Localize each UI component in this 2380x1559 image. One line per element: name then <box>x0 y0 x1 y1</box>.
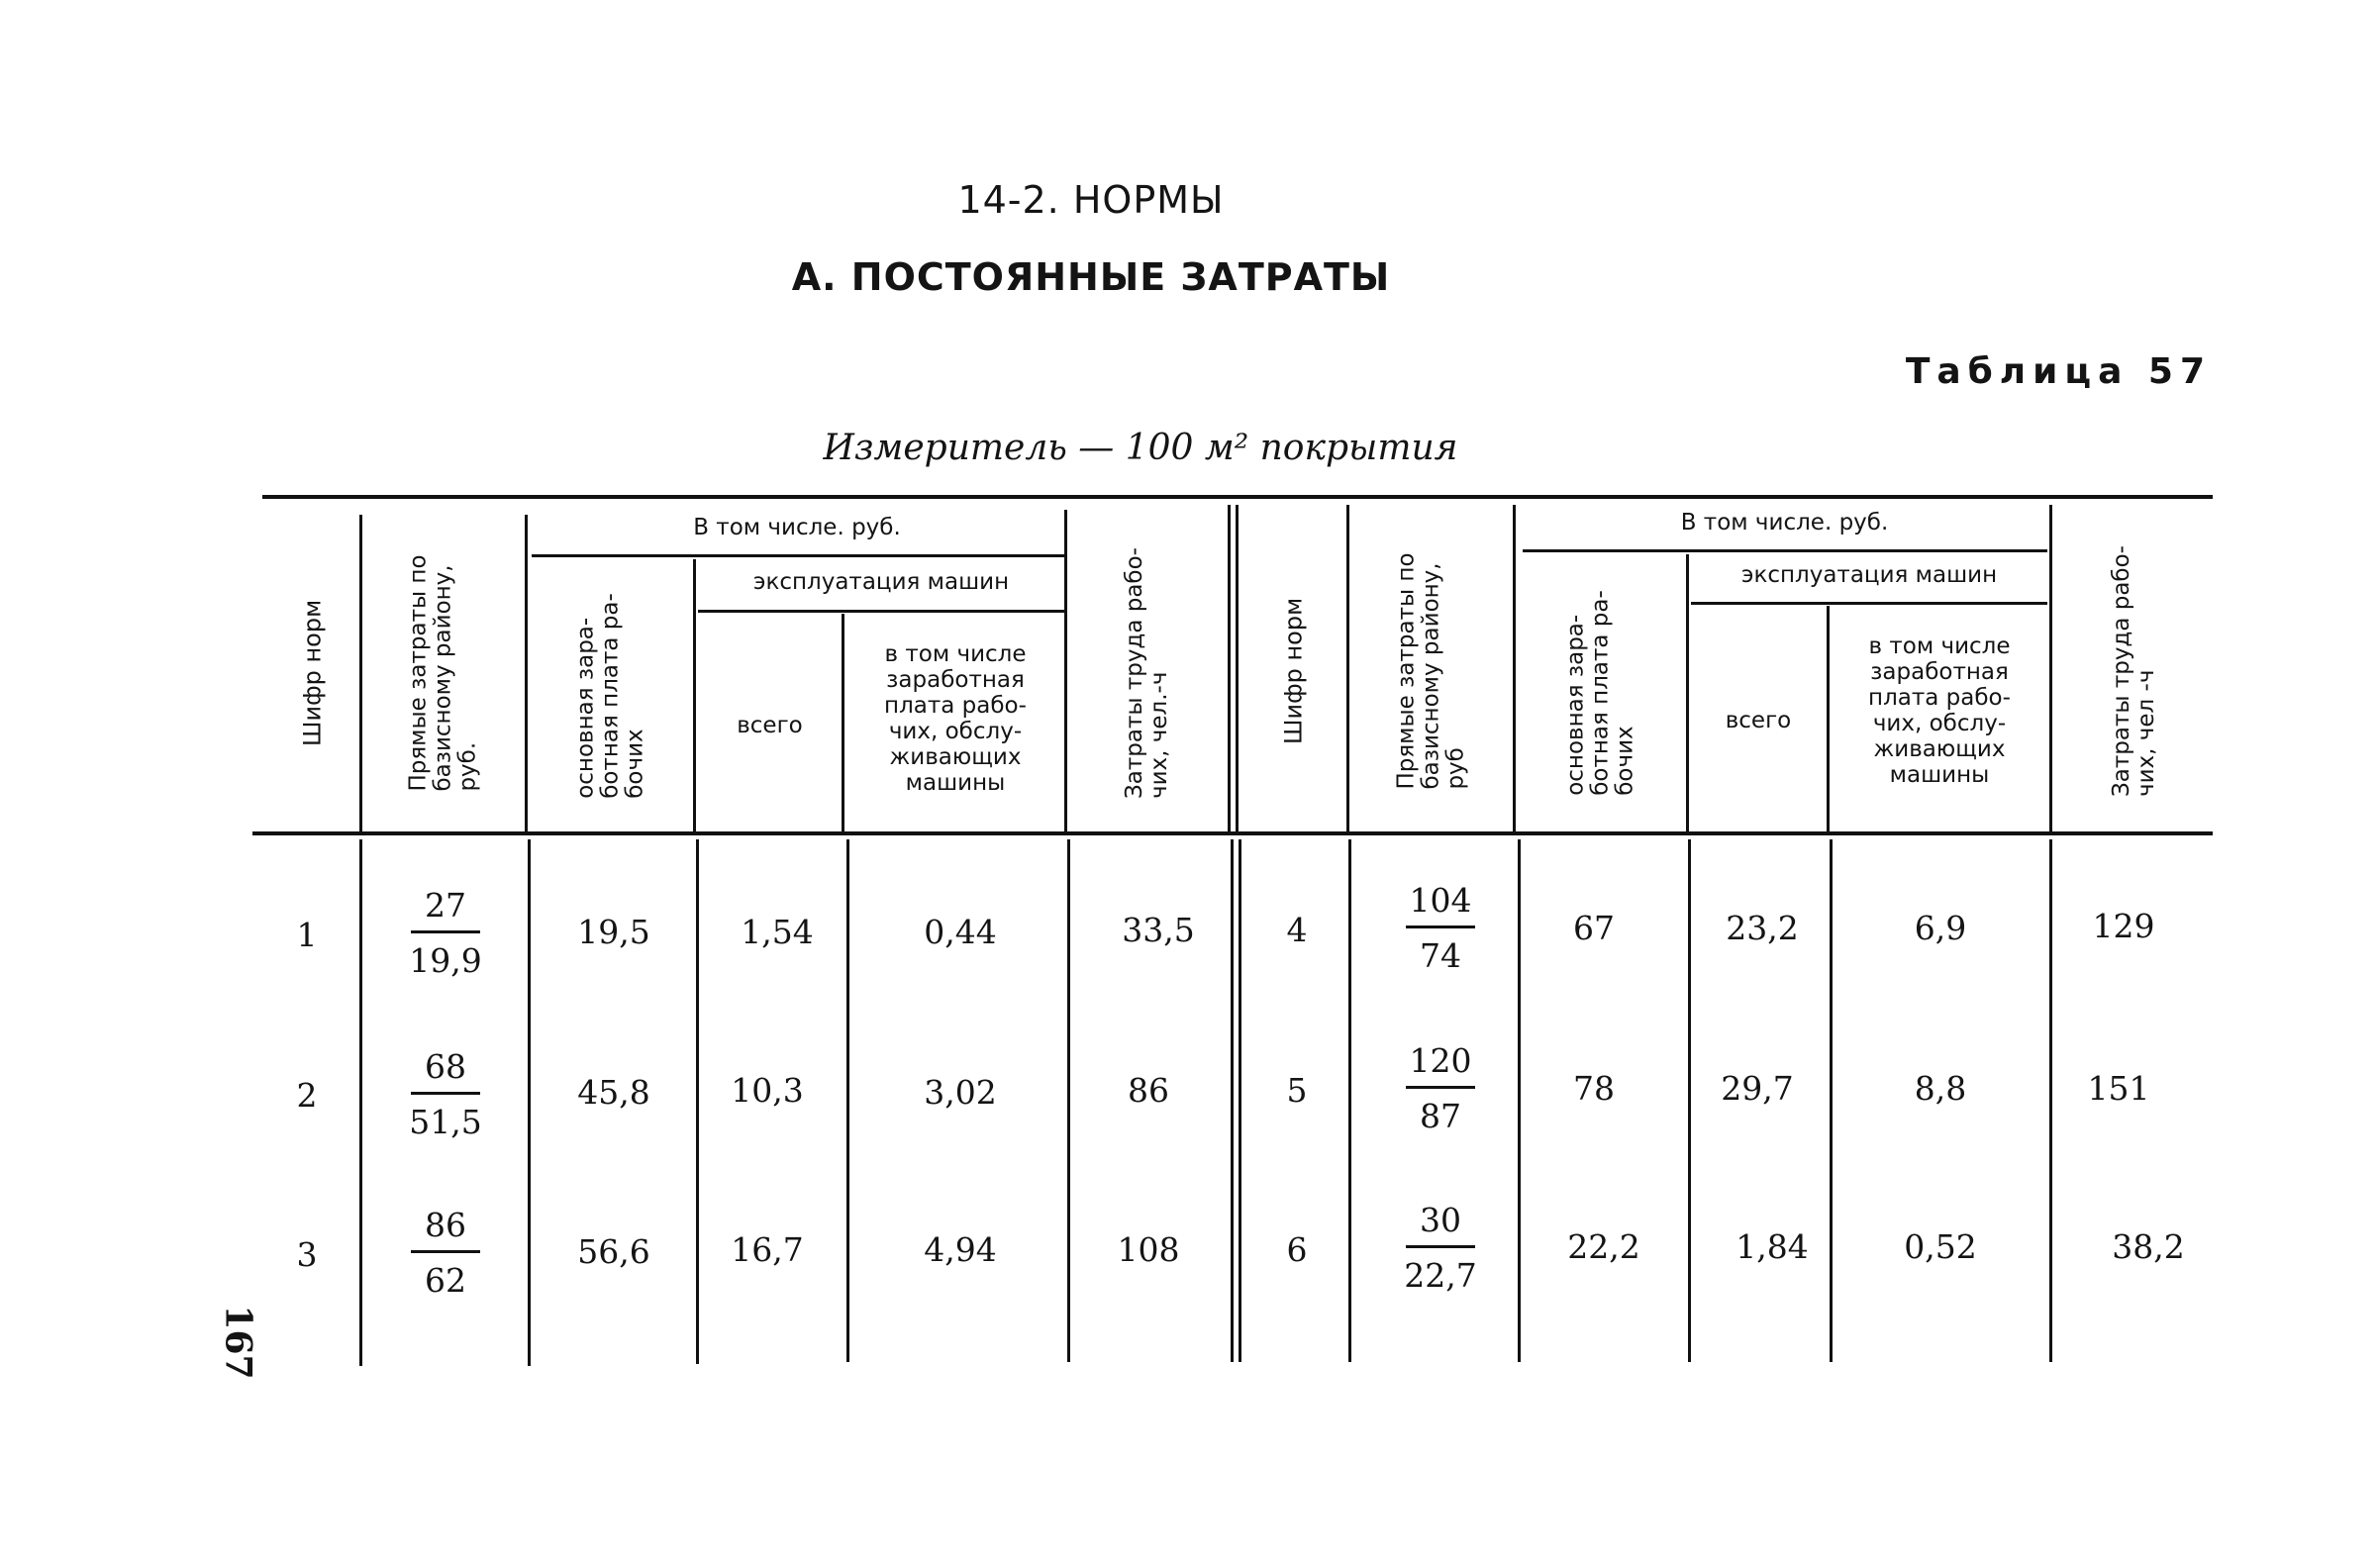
row3-labor: 108 <box>1117 1230 1180 1269</box>
row5-code: 5 <box>1286 1071 1308 1110</box>
row6-labor: 38,2 <box>2112 1227 2185 1266</box>
header-base-wage-text: основная зара- ботная плата ра- бочих <box>572 592 647 799</box>
row5-direct-den: 87 <box>1420 1097 1461 1135</box>
row5-labor: 151 <box>2087 1069 2150 1108</box>
row2-incl-wage: 3,02 <box>924 1073 997 1112</box>
row2-direct-costs <box>396 1047 495 1141</box>
row6-incl-wage: 0,52 <box>1904 1227 1977 1266</box>
row1-direct-costs <box>396 886 495 980</box>
row6-fraction-bar <box>1406 1245 1475 1248</box>
vrule-3h <box>693 559 696 831</box>
row3-direct-costs <box>396 1206 495 1300</box>
row4-direct-num: 104 <box>1409 881 1472 920</box>
right-subheader-rule-1 <box>1523 549 2047 552</box>
header-total-left: всего <box>737 713 803 738</box>
row1-incl-wage: 0,44 <box>924 913 997 951</box>
header-code-left <box>265 515 359 831</box>
vrule-9h <box>1686 554 1689 831</box>
row1-fraction-bar <box>411 930 480 933</box>
row5-total: 29,7 <box>1721 1069 1794 1108</box>
row6-direct-num: 30 <box>1420 1201 1461 1239</box>
row6-direct-den: 22,7 <box>1404 1256 1477 1295</box>
section-title: 14-2. НОРМЫ <box>957 178 1225 222</box>
header-incl-wage-right: в том числе заработная плата рабо- чих, обслу- живающих машины <box>1868 633 2011 788</box>
row3-base-wage: 56,6 <box>577 1232 650 1271</box>
row1-labor: 33,5 <box>1122 911 1195 949</box>
row3-direct-num: 86 <box>425 1206 466 1244</box>
page-number: 167 <box>217 1305 259 1380</box>
header-total-right: всего <box>1725 708 1792 733</box>
row4-total: 23,2 <box>1726 909 1799 947</box>
row3-incl-wage: 4,94 <box>924 1230 997 1269</box>
row6-base-wage: 22,2 <box>1567 1227 1640 1266</box>
vrule-6ba <box>1231 839 1234 1362</box>
row4-code: 4 <box>1286 911 1308 949</box>
row2-labor: 86 <box>1128 1071 1169 1110</box>
header-bottom-rule <box>252 831 2213 835</box>
header-labor-right <box>2052 510 2216 831</box>
row3-total: 16,7 <box>731 1230 804 1269</box>
measure-unit: Измеритель — 100 м² покрытия <box>823 428 1458 468</box>
header-direct-costs-text-right: Прямые затраты по базисному району, руб <box>1393 551 1468 790</box>
header-including-left: В том числе. руб. <box>693 515 901 540</box>
left-subheader-rule-1 <box>532 554 1064 557</box>
left-subheader-rule-2 <box>698 610 1064 613</box>
subsection-title: А. ПОСТОЯННЫЕ ЗАТРАТЫ <box>791 255 1391 299</box>
row2-base-wage: 45,8 <box>577 1073 650 1112</box>
header-code-text: Шифр норм <box>298 599 326 747</box>
row1-code: 1 <box>296 916 318 954</box>
vrule-6bb <box>1239 839 1241 1362</box>
header-base-wage-text-right: основная зара- ботная плата ра- бочих <box>1562 590 1638 796</box>
row6-total: 1,84 <box>1735 1227 1809 1266</box>
row1-direct-num: 27 <box>425 886 466 925</box>
row2-direct-num: 68 <box>425 1047 466 1086</box>
header-code-right <box>1241 510 1346 831</box>
vrule-4b <box>846 839 849 1362</box>
header-direct-costs-text: Прямые затраты по базисному району, руб. <box>405 554 481 792</box>
row4-fraction-bar <box>1406 926 1475 928</box>
vrule-5b <box>1067 839 1070 1362</box>
row4-base-wage: 67 <box>1573 909 1615 947</box>
row4-incl-wage: 6,9 <box>1914 909 1967 947</box>
row2-fraction-bar <box>411 1092 480 1095</box>
vrule-7b <box>1348 839 1351 1362</box>
header-base-wage-right <box>1516 554 1686 831</box>
header-labor-text-right: Затраты труда рабо- чих, чел -ч <box>2108 544 2159 797</box>
row2-total: 10,3 <box>731 1071 804 1110</box>
vrule-2b <box>528 839 531 1366</box>
row4-labor: 129 <box>2092 907 2155 945</box>
row5-base-wage: 78 <box>1573 1069 1615 1108</box>
header-including-right: В том числе. руб. <box>1680 510 1889 536</box>
header-labor-text: Затраты труда рабо- чих, чел.-ч <box>1122 547 1172 799</box>
vrule-6ha <box>1228 505 1231 831</box>
row4-direct-costs <box>1386 881 1495 975</box>
header-machine-left: эксплуатация машин <box>752 569 1010 595</box>
vrule-8b <box>1518 839 1521 1362</box>
row4-direct-den: 74 <box>1420 936 1461 975</box>
table-label: Таблица 57 <box>1905 351 2212 392</box>
row1-direct-den: 19,9 <box>409 941 482 980</box>
row2-direct-den: 51,5 <box>409 1103 482 1141</box>
vrule-11b <box>2049 839 2052 1362</box>
row3-fraction-bar <box>411 1250 480 1253</box>
row2-code: 2 <box>296 1076 318 1115</box>
row1-base-wage: 19,5 <box>577 913 650 951</box>
vrule-3b <box>696 839 699 1364</box>
row5-incl-wage: 8,8 <box>1914 1069 1967 1108</box>
right-subheader-rule-2 <box>1691 602 2047 605</box>
row1-total: 1,54 <box>741 913 814 951</box>
row3-direct-den: 62 <box>425 1261 466 1300</box>
row5-direct-num: 120 <box>1409 1041 1472 1080</box>
row3-code: 3 <box>296 1235 318 1274</box>
row6-code: 6 <box>1286 1230 1308 1269</box>
vrule-10b <box>1830 839 1833 1362</box>
table-top-rule <box>262 495 2213 499</box>
row6-direct-costs <box>1386 1201 1495 1295</box>
row5-direct-costs <box>1386 1041 1495 1135</box>
row5-fraction-bar <box>1406 1086 1475 1089</box>
header-base-wage-left <box>528 559 693 831</box>
header-machine-right: эксплуатация машин <box>1740 562 1998 588</box>
vrule-9b <box>1688 839 1691 1362</box>
vrule-6hb <box>1236 505 1239 831</box>
vrule-1b <box>359 839 362 1366</box>
header-labor-left <box>1067 515 1228 831</box>
vrule-4h <box>842 614 844 831</box>
header-code-text-right: Шифр норм <box>1279 597 1308 744</box>
header-incl-wage-left: в том числе заработная плата рабо- чих, обслу- живающих машины <box>884 641 1027 796</box>
header-direct-costs-right <box>1349 510 1513 831</box>
header-direct-costs-left <box>362 515 525 831</box>
